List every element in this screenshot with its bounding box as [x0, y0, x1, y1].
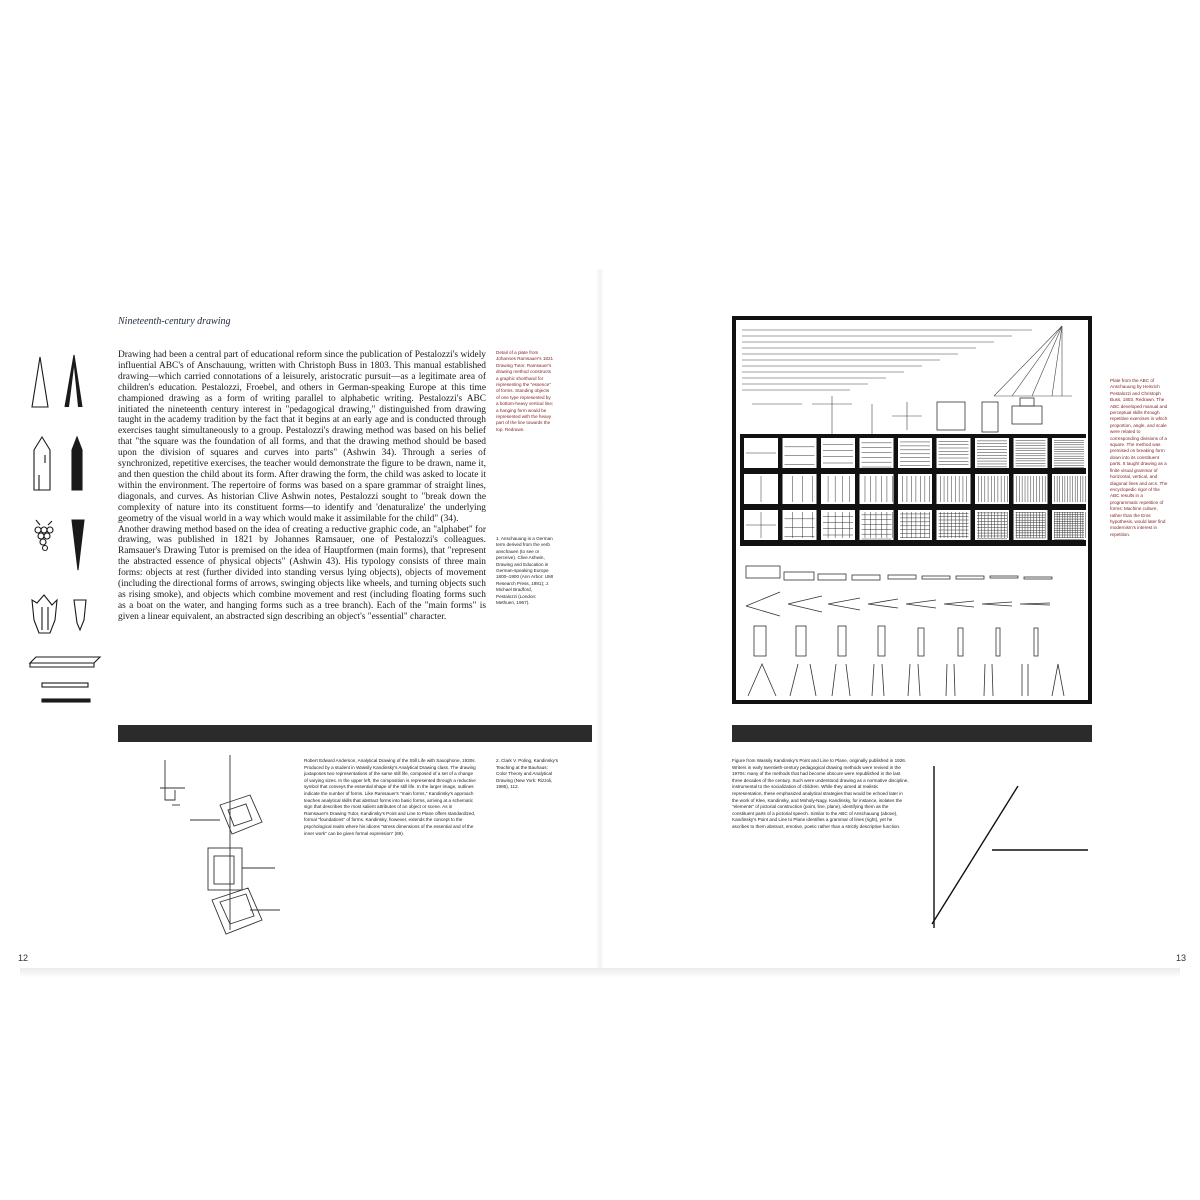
divider-band-right [732, 725, 1092, 742]
page-shadow [20, 968, 1180, 978]
form-vessel-outline [32, 595, 57, 633]
texture-cell [821, 474, 855, 504]
texture-cell [783, 510, 817, 540]
section-title: Nineteenth-century drawing [118, 316, 231, 327]
side-note-abc: Plate from the ABC of Anschauung by Heinrich Pestalozzi and Christoph Buss, 1803. Redrawn. The ABC developed manual and perceptual skills through repetitive exercises in which proportion, angle, and scale were related to corresponding divisions of a square. The method was premised on breaking form down into its constituent parts. It taught drawing as a finite visual grammar of horizontal, vertical, and diagonal lines and arcs. The encyclopedic rigor of the ABC results in a programmatic repetition of forms: Machine culture, rather than the Eros hypothesis, would later find modernism's interest in repetition. [1110, 378, 1168, 537]
form-lying-slab [30, 657, 100, 663]
caption-footnote: 2. Clark V. Poling, Kandinsky's Teaching at the Bauhaus: Color Theory and Analytical Drawing (New York: Rizzoli, 1986), 112. [496, 758, 558, 790]
body-paragraph: Drawing had been a central part of educational reform since the publication of Pestalozzi's widely influential ABC's of Anschauung, written with Christoph Buss in 1803. This manual established drawing—which carried connotations of a leisurely, aristocratic pursuit—as a legitimate area of children's education. Pestalozzi, Froebel, and others in German-speaking Europe at this time championed drawing as a form of writing parallel to alphabetic writing. Pestalozzi's ABC initiated the nineteenth century interest in "pedagogical drawing," distinguished from drawing taught in the academy tradition by the fact that it begins at an early age and is conducted through exercises taught simultaneously to a group. Pestalozzi's drawing method was based on his belief that "the square was the foundation of all forms, and that the drawing method should be based upon the division of squares and curves into parts" (Ashwin 34). Through a series of synchronized, repetitive exercises, the teacher would demonstrate the figure to be drawn, name it, and then question the child about its form. After drawing the form, the child was asked to locate it within the environment. The repertoire of forms was based on a spare grammar of straight lines, diagonals, and curves. As historian Clive Ashwin notes, Pestalozzi sought to "break down the complexity of nature into its constituent forms—to identify and 'denaturalize' the underlying geometry of the visual world in a way which would make it assimilable for the child" (34). [118, 350, 486, 524]
texture-cell [860, 474, 894, 504]
form-hanging-sign [72, 520, 84, 570]
texture-cell [975, 474, 1009, 504]
texture-grid [744, 438, 1086, 540]
texture-cell [898, 474, 932, 504]
form-lying-sign [42, 699, 90, 702]
form-lying-bar [42, 683, 88, 687]
ramsauer-forms-figure [12, 345, 102, 710]
form-tower-outline [34, 437, 50, 490]
page-number-left: 12 [18, 953, 29, 963]
page-number-right: 13 [1176, 953, 1187, 963]
caption-still-life: Robert Edward Anderson, Analytical Drawing of the Still Life with Saxophone, 1930s. Produced by a student in Wassily Kandinsky's Analytical Drawing class. The drawing juxtaposes two representations of the same still life, composed of a set of a change of varying sizes. In the upper left, the composition is represented through a reductive symbol that conveys the essential shape of the still life. In the larger image, outlines indicate the number of forms. Like Ramsauer's "main forms," Kandinsky's approach teaches analytical skills that abstract forms into basic forms, arriving at a schematic sign that describes the most salient attributes of an object or scene. As in Ramsauer's Drawing Tutor, Kandinsky's Point and Line to Plane offers standardized, formal "foundations" of forms. Kandinsky, however, extends the concept to the psychological realm where his idioms "stress dimensions of the essential and of the inner work" can be given formal expression" (69). [304, 758, 476, 836]
texture-cell [821, 438, 855, 468]
form-vessel-sign [74, 600, 86, 630]
diagonal-line [932, 786, 1018, 924]
texture-cell [783, 438, 817, 468]
texture-cell [937, 438, 971, 468]
abc-plate [732, 316, 1092, 704]
texture-cell [975, 510, 1009, 540]
texture-cell [860, 510, 894, 540]
texture-cell [898, 510, 932, 540]
side-note-anschauung: 1. Anschauung is a German term derived from the verb anschauen (to see or perceive). Clive Ashwin, Drawing and Education in German-speaking Europe 1800–1900 (Ann Arbor: UMI Research Press, 1981); J. Michael Bradford, Pestalozzi (London: Methuen, 1967). [496, 536, 554, 606]
form-standing-outline [32, 357, 48, 407]
divider-band [118, 725, 592, 742]
gutter [596, 270, 604, 970]
form-tower-sign [72, 437, 82, 490]
body-text [118, 350, 486, 623]
texture-cell [821, 510, 855, 540]
still-life-drawing [150, 750, 290, 945]
texture-cell [783, 474, 817, 504]
texture-cell [975, 438, 1009, 468]
texture-cell [860, 438, 894, 468]
side-note-ramsauer: Detail of a plate from Johannes Ramsauer's 1821 Drawing Tutor. Ramsauer's drawing method constructs a graphic shorthand for representing the "essence" of forms. Standing objects of one type represented by a bottom-heavy vertical line; a hanging form would be represented with the heavy part of the line towards the top. Redrawn. [496, 350, 554, 432]
body-paragraph: Another drawing method based on the idea of creating a reductive graphic code, an "alphabet" for drawing, was published in 1821 by Johannes Ramsauer, one of Pestalozzi's colleagues. Ramsauer's Drawing Tutor is premised on the idea of Hauptformen (main forms), that "represent the abstracted essence of physical objects" (Ashwin 43). His typology consists of three main forms: objects at rest (further divided into standing versus lying objects), objects of movement (including the directional forms of arrows, swinging objects like wheels, and turning objects such as rising smoke), and objects which combine movement and rest (including floating forms such as a boat on the water, and hanging forms such as a tree branch). Each of the "main forms" is given a linear equivalent, an abstracted sign describing an object's "essential" character. [118, 524, 486, 622]
texture-cell [937, 474, 971, 504]
texture-cell [937, 510, 971, 540]
caption-kandinsky: Figure from Wassily Kandinsky's Point and Line to Plane, originally published in 1926. Writers in early twentieth-century pedagogical drawing methods were revived in the 1970s: many of the methods that had become obscure were republished in the last three decades of the century. Such were understood drawing as a normative discipline, instrumental to the socialization of children. While they aimed at realistic representation, these emphasized analytical strategies that would be echoed later in the work of Klee, Kandinsky, and Moholy-Nagy. Kandinsky, for instance, isolates the "elements" of pictorial construction (point, line, plane), identifying them as the constituent parts of a pictorial speech. Similar to the ABC of Anschauung (above), Kandinsky's Point and Line to Plane identifies a grammar of lines (right), yet he ascribes to them abstract, emotive, poetic rather than a strictly descriptive function. [732, 758, 909, 829]
form-hanging-grapes [35, 520, 53, 551]
line-grammar-figure [918, 760, 1098, 940]
texture-cell [898, 438, 932, 468]
